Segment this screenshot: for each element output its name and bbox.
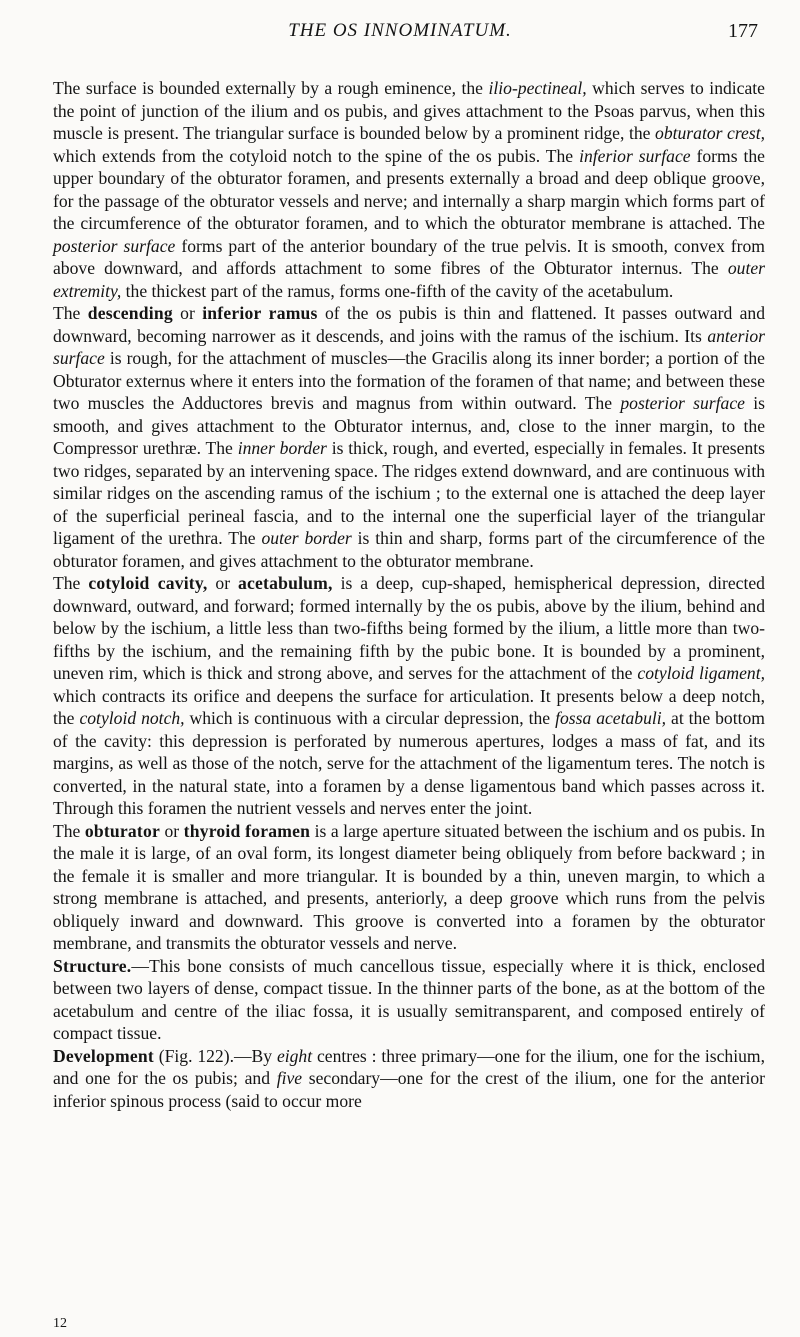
page-header bbox=[0, 20, 800, 60]
paragraph-pubis-surfaces: The surface is bounded externally by a rough eminence, the ilio-pectineal, which serves to indicate the point of junction of the ilium and os pubis, and gives attachment to the Psoas parvus, when this muscle is present. The triangular surface is bounded below by a prominent ridge, the obturator crest, which extends from the cotyloid notch to the spine of the os pubis. The inferior surface forms the upper boundary of the obturator foramen, and presents externally a broad and deep oblique groove, for the passage of the obturator vessels and nerve; and internally a sharp margin which forms part of the circumference of the obturator foramen, and to which the obturator membrane is attached. The posterior surface forms part of the anterior boundary of the true pelvis. It is smooth, convex from above downward, and affords attachment to some fibres of the Obturator internus. The outer extremity, the thickest part of the ramus, forms one-fifth of the cavity of the acetabulum. bbox=[53, 78, 765, 301]
paragraph-obturator-foramen: The obturator or thyroid foramen is a large aperture situated between the ischium and os pubis. In the male it is large, of an oval form, its longest diameter being obliquely from before backward ; in the female it is smaller and more triangular. It is bounded by a thin, uneven margin, to which a strong membrane is attached, and presents, anteriorly, a deep groove which runs from the pelvis obliquely inward and downward. This groove is converted into a foramen by the obturator membrane, and transmits the obturator vessels and nerve. bbox=[53, 820, 766, 953]
paragraph-descending-ramus: The descending or inferior ramus of the os pubis is thin and flattened. It passes outward and downward, becoming narrower as it descends, and joins with the ramus of the ischium. Its anterior surface is rough, for the attachment of muscles—the Gracilis along its inner border; a portion of the Obturator externus where it enters into the formation of the foramen of that name; and between these two muscles the Adductores brevis and magnus from within outward. The posterior surface is smooth, and gives attachment to the Obturator internus, and, close to the inner margin, to the Compressor urethræ. The inner border is thick, rough, and everted, especially in females. It presents two ridges, separated by an intervening space. The ridges extend downward, and are continuous with similar ridges on the ascending ramus of the ischium ; to the external one is attached the deep layer of the superficial perineal fascia, and to the internal one the superficial layer of the triangular ligament of the urethra. The outer border is thin and sharp, forms part of the circumference of the obturator foramen, and gives attachment to the obturator membrane. bbox=[53, 303, 765, 571]
paragraph-development: Development (Fig. 122).—By eight centres : three primary—one for the ilium, one for the ischium, and one for the os pubis; and five secondary—one for the crest of the ilium, one for the anterior inferior spinous process (said to occur more bbox=[53, 1045, 766, 1111]
signature-mark: 12 bbox=[53, 1316, 67, 1331]
paragraph-cotyloid-cavity: The cotyloid cavity, or acetabulum, is a deep, cup-shaped, hemispherical depression, directed downward, outward, and forward; formed internally by the os pubis, above by the ilium, behind and below by the ischium, a little less than two-fifths being formed by the ilium, a little more than two-fifths by the ischium, and the remaining fifth by the pubic bone. It is bounded by a prominent, uneven rim, which is thick and strong above, and serves for the attachment of the cotyloid ligament, which contracts its orifice and deepens the surface for articulation. It presents below a deep notch, the cotyloid notch, which is continuous with a circular depression, the fossa acetabuli, at the bottom of the cavity: this depression is perforated by numerous apertures, lodges a mass of fat, and its margins, as well as those of the notch, serve for the attachment of the ligamentum teres. The notch is converted, in the natural state, into a foramen by a dense ligamentous band which passes across it. Through this foramen the nutrient vessels and nerves enter the joint. bbox=[53, 573, 765, 818]
paragraph-structure: Structure.—This bone consists of much cancellous tissue, especially where it is thick, enclosed between two layers of dense, compact tissue. In the thinner parts of the bone, as at the bottom of the acetabulum and centre of the iliac fossa, it is usually semitransparent, and composed entirely of compact tissue. bbox=[53, 955, 765, 1043]
body-text bbox=[53, 77, 765, 1112]
page-number: 177 bbox=[728, 20, 758, 42]
running-title: THE OS INNOMINATUM. bbox=[288, 20, 512, 41]
